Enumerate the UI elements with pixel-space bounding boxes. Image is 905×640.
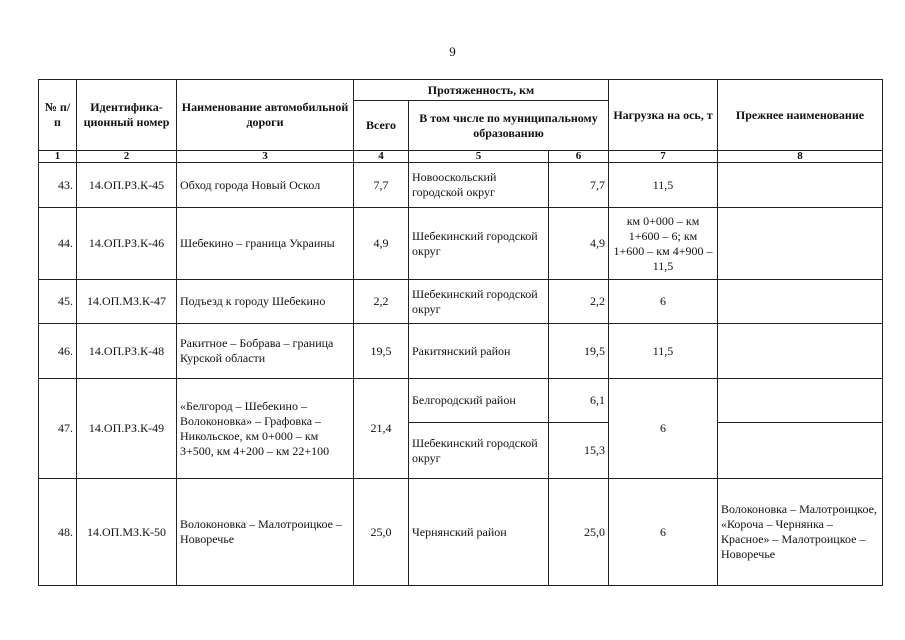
row-id: 14.ОП.РЗ.К-49: [77, 379, 177, 479]
row-id: 14.ОП.РЗ.К-48: [77, 324, 177, 379]
header-name: Наименование автомобильной дороги: [177, 80, 354, 151]
table-row: [39, 479, 883, 586]
row-name: Шебекино – граница Украины: [177, 208, 354, 280]
col-number: 5: [409, 151, 549, 163]
col-number: 8: [718, 151, 883, 163]
row-muni-b-len: 15,3: [549, 423, 609, 479]
row-name: «Белгород – Шебекино – Волоконовка» – Графовка – Никольское, км 0+000 – км 3+500, км 4+200 – км 22+100: [177, 379, 354, 479]
header-no: № п/п: [39, 80, 77, 151]
row-muni-len: 7,7: [549, 163, 609, 208]
col-number: 7: [609, 151, 718, 163]
row-prev: [718, 280, 883, 324]
table-row: [39, 208, 883, 280]
row-id: 14.ОП.РЗ.К-46: [77, 208, 177, 280]
row-id: 14.ОП.РЗ.К-45: [77, 163, 177, 208]
col-number: 4: [354, 151, 409, 163]
row-no: 44.: [39, 208, 77, 280]
row-total: 2,2: [354, 280, 409, 324]
row-load: 11,5: [609, 163, 718, 208]
row-total: 21,4: [354, 379, 409, 479]
row-muni-len: 2,2: [549, 280, 609, 324]
col-number: 6: [549, 151, 609, 163]
roads-table-container: [38, 79, 882, 586]
row-prev: [718, 208, 883, 280]
col-number: 3: [177, 151, 354, 163]
row-load: 6: [609, 479, 718, 586]
row-muni-len: 25,0: [549, 479, 609, 586]
row-muni: Шебекинский городской округ: [409, 208, 549, 280]
table-row: [39, 324, 883, 379]
table-row: [39, 379, 883, 423]
row-name: Подъезд к городу Шебекино: [177, 280, 354, 324]
row-prev: [718, 324, 883, 379]
row-name: Ракитное – Бобрава – граница Курской области: [177, 324, 354, 379]
row-id: 14.ОП.МЗ.К-47: [77, 280, 177, 324]
row-no: 45.: [39, 280, 77, 324]
header-prev: Прежнее наименование: [718, 80, 883, 151]
row-id: 14.ОП.МЗ.К-50: [77, 479, 177, 586]
row-muni: Чернянский район: [409, 479, 549, 586]
row-prev: [718, 379, 883, 423]
row-prev-empty: [718, 423, 883, 479]
row-name: Обход города Новый Оскол: [177, 163, 354, 208]
row-load: 11,5: [609, 324, 718, 379]
table-row: [39, 280, 883, 324]
row-total: 19,5: [354, 324, 409, 379]
page-number: 9: [449, 44, 456, 59]
row-no: 47.: [39, 379, 77, 479]
row-prev: [718, 163, 883, 208]
row-no: 48.: [39, 479, 77, 586]
row-load: 6: [609, 280, 718, 324]
col-number: 1: [39, 151, 77, 163]
row-muni-a: Белгородский район: [409, 379, 549, 423]
row-muni-len: 19,5: [549, 324, 609, 379]
row-muni-len: 4,9: [549, 208, 609, 280]
row-total: 4,9: [354, 208, 409, 280]
row-name: Волоконовка – Малотроицкое – Новоречье: [177, 479, 354, 586]
row-prev: Волоконовка – Малотроицкое, «Короча – Чернянка – Красное» – Малотроицкое – Новоречье: [718, 479, 883, 586]
row-no: 43.: [39, 163, 77, 208]
row-muni-a-len: 6,1: [549, 379, 609, 423]
row-load: км 0+000 – км 1+600 – 6; км 1+600 – км 4+900 – 11,5: [609, 208, 718, 280]
row-muni-b: Шебекинский городской округ: [409, 423, 549, 479]
row-muni: Новооскольский городской округ: [409, 163, 549, 208]
row-load: 6: [609, 379, 718, 479]
row-muni: Ракитянский район: [409, 324, 549, 379]
table-row: [39, 163, 883, 208]
roads-table: [38, 79, 883, 586]
header-incl: В том числе по муниципальному образованию: [409, 101, 609, 151]
header-id: Идентифика-ционный номер: [77, 80, 177, 151]
row-total: 25,0: [354, 479, 409, 586]
row-no: 46.: [39, 324, 77, 379]
row-muni: Шебекинский городской округ: [409, 280, 549, 324]
header-length: Протяженность, км: [354, 80, 609, 101]
header-load: Нагрузка на ось, т: [609, 80, 718, 151]
row-total: 7,7: [354, 163, 409, 208]
header-total: Всего: [354, 101, 409, 151]
col-number: 2: [77, 151, 177, 163]
